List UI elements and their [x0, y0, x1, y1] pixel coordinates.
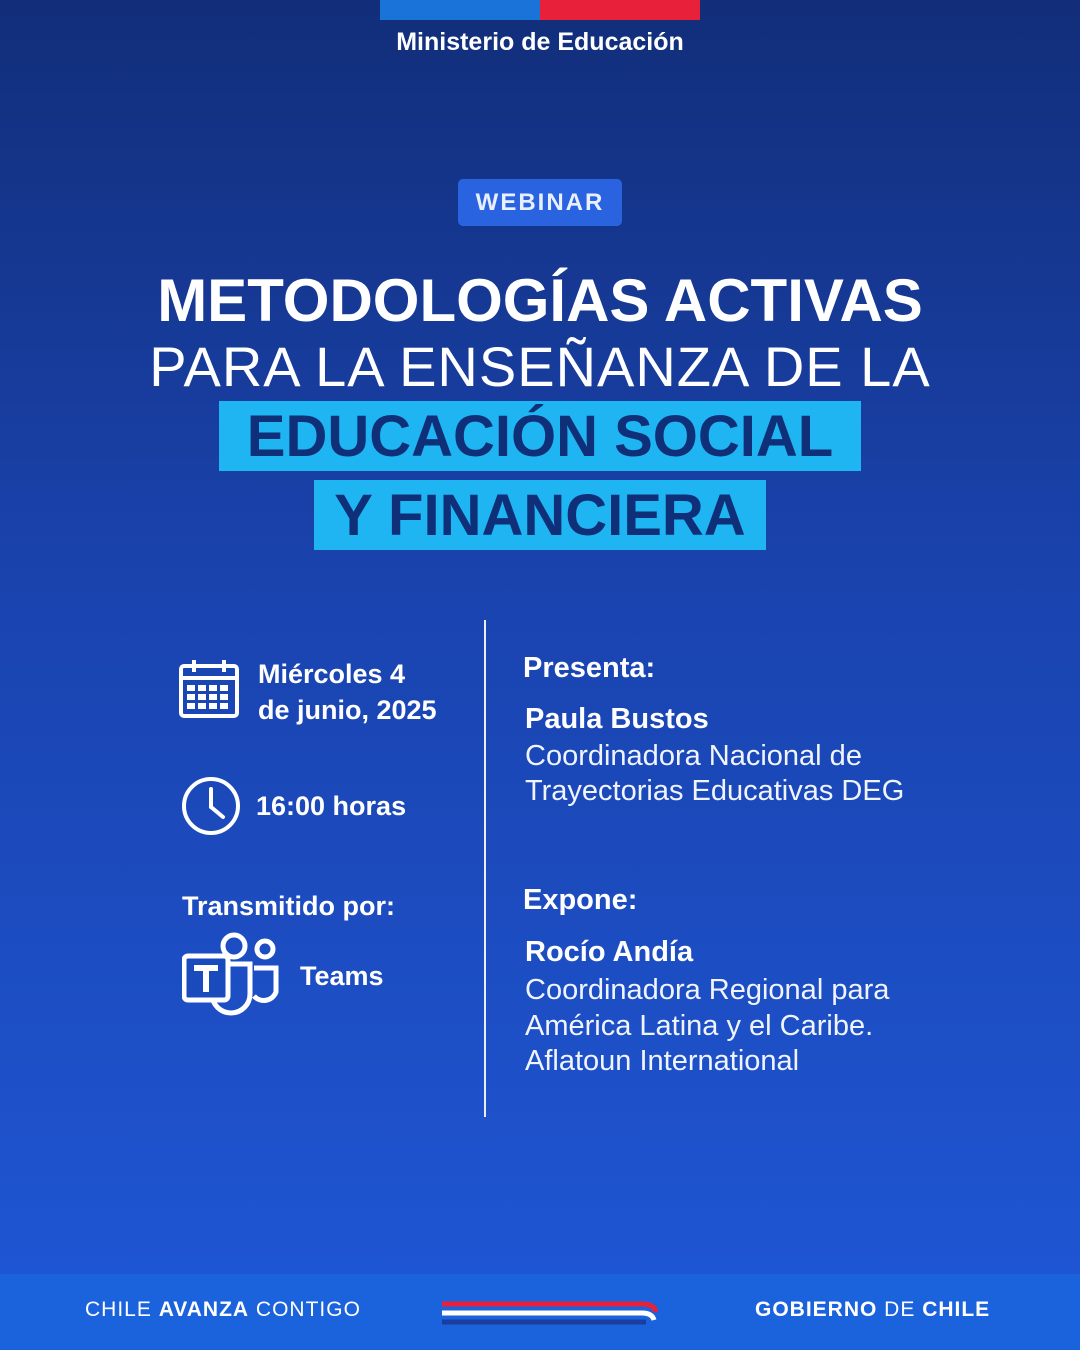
title-highlight-1: EDUCACIÓN SOCIAL	[219, 401, 861, 471]
speaker-role-line-1: Coordinadora Regional para	[525, 974, 890, 1006]
gov-part-3: CHILE	[922, 1298, 991, 1321]
presenter-heading: Presenta:	[523, 652, 656, 684]
speaker-role-line-3: Aflatoun International	[525, 1045, 800, 1077]
slogan-part-1: CHILE	[85, 1298, 159, 1321]
title-highlight-2: Y FINANCIERA	[314, 480, 766, 550]
event-date-line-2: de junio, 2025	[258, 695, 437, 725]
presenter-role-line-1: Coordinadora Nacional de	[525, 740, 862, 772]
footer-flag-stripe	[442, 1300, 658, 1328]
column-divider	[484, 620, 486, 1117]
teams-icon	[182, 930, 280, 1022]
title-line-2: PARA LA ENSEÑANZA DE LA	[149, 335, 931, 398]
calendar-icon	[178, 658, 240, 720]
event-date-line-1: Miércoles 4	[258, 659, 406, 689]
speaker-name: Rocío Andía	[525, 936, 694, 968]
gov-part-2: DE	[877, 1298, 923, 1321]
transmitted-label: Transmitido por:	[182, 891, 396, 921]
speaker-heading: Expone:	[523, 884, 638, 916]
footer-government	[755, 1298, 990, 1322]
flag-bar	[380, 0, 700, 20]
speaker-role-line-2: América Latina y el Caribe.	[525, 1010, 874, 1042]
title-line-1: METODOLOGÍAS ACTIVAS	[157, 267, 923, 334]
presenter-name: Paula Bustos	[525, 703, 709, 735]
slogan-part-2: AVANZA	[158, 1298, 250, 1321]
ministry-name: Ministerio de Educación	[396, 28, 684, 56]
event-time: 16:00 horas	[256, 791, 407, 821]
slogan-part-3: CONTIGO	[249, 1298, 361, 1321]
webinar-badge: WEBINAR	[458, 179, 622, 226]
presenter-role-line-2: Trayectorias Educativas DEG	[525, 775, 905, 807]
gov-part-1: GOBIERNO	[755, 1298, 878, 1321]
footer-slogan	[85, 1298, 361, 1322]
platform-name: Teams	[300, 961, 384, 991]
clock-icon	[180, 775, 242, 837]
